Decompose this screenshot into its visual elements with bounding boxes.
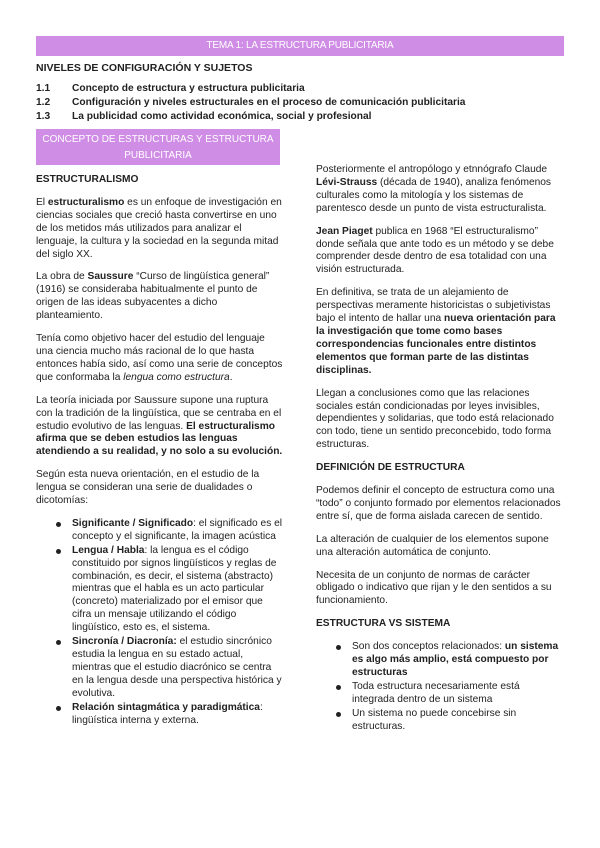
paragraph: En definitiva, se trata de un alejamiento de perspectivas meramente historicistas o subjetivistas bajo el intento de hallar una nueva orientación para la investigación que tome como bases correspondencias funcionales entre distintos elementos que forman parte de las distintas disciplinas. — [316, 287, 556, 376]
toc-item — [36, 110, 564, 124]
list-item: Significante / Significado: el significado es el concepto y el significante, la imagen acústica — [72, 517, 283, 542]
paragraph: Podemos definir el concepto de estructura como una “todo” o conjunto formado por elementos relacionados entre sí, que de forma aislada carecen de sentido. — [316, 485, 561, 522]
paragraph: Según esta nueva orientación, en el estudio de la lengua se consideran una serie de dualidades o dicotomías: — [36, 469, 260, 507]
right-column — [316, 164, 564, 735]
paragraph: Necesita de un conjunto de normas de carácter obligado o indicativo que rijan y le den sentidos a su funcionamiento. — [316, 569, 552, 607]
heading-estructuralismo: ESTRUCTURALISMO — [36, 174, 139, 185]
toc-text: La publicidad como actividad económica, social y profesional — [72, 111, 372, 122]
toc-text: Configuración y niveles estructurales en el proceso de comunicación publicitaria — [72, 97, 466, 108]
paragraph: El estructuralismo es un enfoque de investigación en ciencias sociales que creció hasta convertirse en uno de los metidos más utilizados para analizar el lenguaje, la cultura y la sociedad en la segunda mitad del siglo XX. — [36, 196, 282, 260]
section-heading-box — [36, 129, 280, 165]
toc-item — [36, 82, 564, 96]
structure-vs-system-list — [316, 641, 564, 733]
list-item: Sincronía / Diacronía: el estudio sincrónico estudia la lengua en su estado actual, mientras que el estudio diacrónico se centra en la lengua desde una perspectiva histórica y evolutiva. — [72, 636, 284, 701]
toc-number: 1.3 — [36, 111, 51, 122]
paragraph: Posteriormente el antropólogo y etnnógrafo Claude Lévi-Strauss (década de 1940), analiza fenómenos culturales como la mitología y los sistemas de parentesco desde un punto de vista estructuralista. — [316, 164, 552, 214]
list-item: Toda estructura necesariamente está integrada dentro de un sistema — [352, 681, 564, 707]
toc-number: 1.1 — [36, 83, 51, 94]
section-subtitle: NIVELES DE CONFIGURACIÓN Y SUJETOS — [36, 62, 253, 74]
paragraph: Jean Piaget publica en 1968 “El estructuralismo” donde señala que ante todo es un método y se debe comprender desde dentro de esa totalidad con una visión estructurada. — [316, 225, 554, 276]
section-heading-line: PUBLICITARIA — [124, 150, 192, 161]
list-item: Son dos conceptos relacionados: un sistema es algo más amplio, está compuesto por estructuras — [352, 641, 564, 680]
paragraph: Tenía como objetivo hacer del estudio del lenguaje una ciencia mucho más racional de lo que hasta entonces había sido, así como una serie de conceptos que conformaba la lengua como estructura. — [36, 333, 283, 383]
dichotomies-list — [36, 518, 284, 728]
paragraph: Llegan a conclusiones como que las relaciones sociales están condicionadas por leyes invisibles, dependientes y solidarias, que todo está relacionado con todo, tiene un sentido preconcebido, todo forma estructuras. — [316, 387, 554, 451]
topic-banner: TEMA 1: LA ESTRUCTURA PUBLICITARIA — [36, 36, 564, 56]
list-item: Lengua / Habla: la lengua es el código constituido por signos lingüísticos y reglas de combinación, es decir, el sistema (abstracto) mientras que el habla es un acto particular (concreto) materializado por el emisor que cifra un mensaje utilizando el código lingüístico, esto es, el sistema. — [72, 545, 284, 635]
paragraph: La obra de Saussure “Curso de lingüística general” (1916) se consideraba habitualmente el punto de origen de las ideas subyacentes a dicho planteamiento. — [36, 271, 270, 322]
left-column — [36, 174, 284, 728]
toc-text: Concepto de estructura y estructura publicitaria — [72, 83, 305, 94]
section-heading-line: CONCEPTO DE ESTRUCTURAS Y ESTRUCTURA — [42, 134, 274, 145]
heading-definicion: DEFINICIÓN DE ESTRUCTURA — [316, 462, 465, 474]
list-item: Un sistema no puede concebirse sin estructuras. — [352, 708, 564, 734]
table-of-contents — [36, 82, 564, 124]
paragraph: La teoría iniciada por Saussure supone una ruptura con la tradición de la lingüística, que se centraba en el estudio evolutivo de las lenguas. El estructuralismo afirma que se deben estudios las lenguas atendiendo a su realidad, y no solo a su evolución. — [36, 394, 283, 458]
paragraph: La alteración de cualquier de los elementos supone una alteración automática de conjunto. — [316, 533, 549, 558]
heading-estructura-vs-sistema: ESTRUCTURA VS SISTEMA — [316, 618, 451, 630]
toc-number: 1.2 — [36, 97, 51, 108]
list-item: Relación sintagmática y paradigmática: lingüística interna y externa. — [72, 702, 284, 728]
toc-item — [36, 96, 564, 110]
